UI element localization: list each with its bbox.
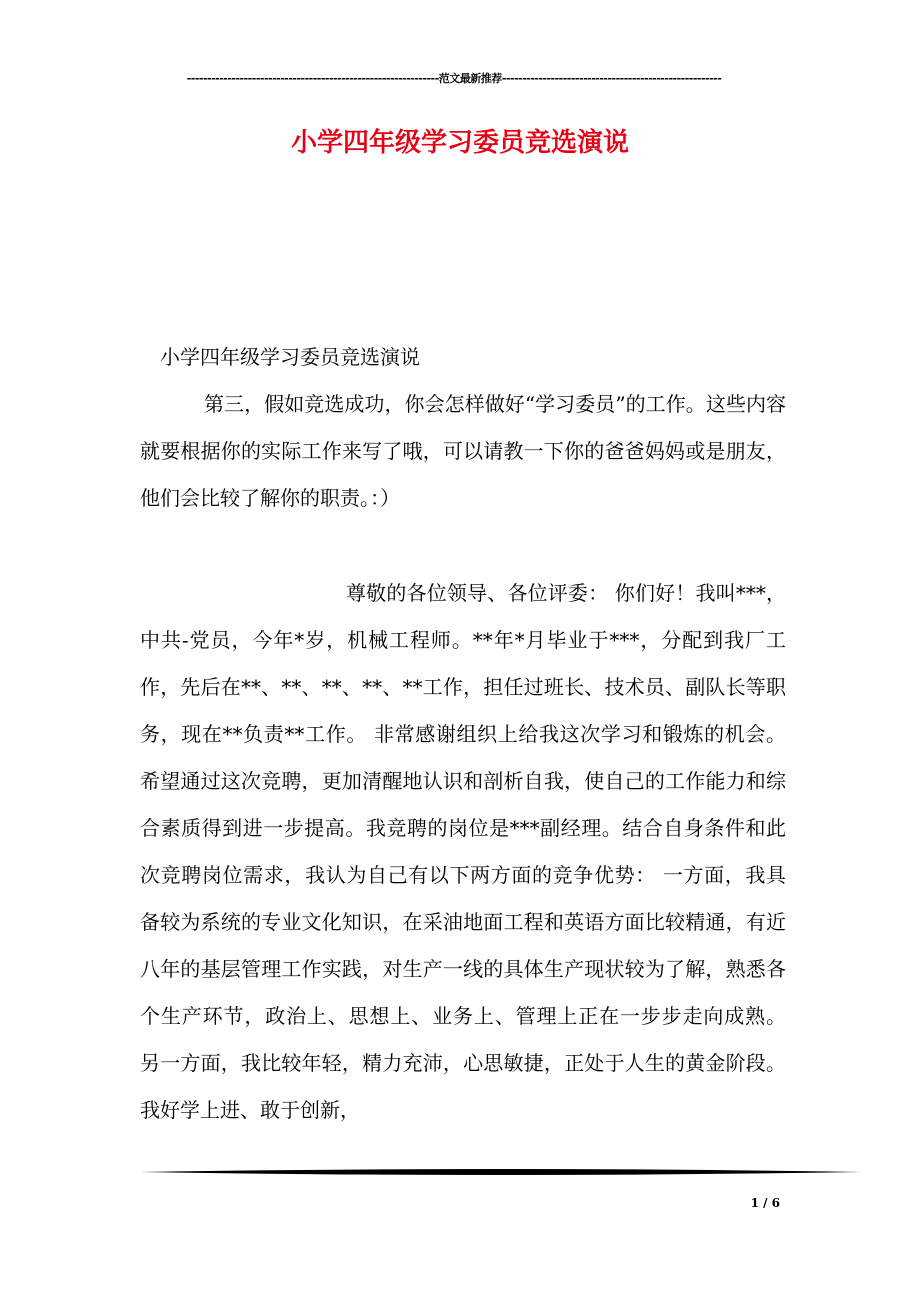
- paragraph-spacer: [140, 522, 786, 570]
- page-header: --------------------------------------------------------------范文最新推荐------------------------------------------------------: [186, 72, 722, 85]
- document-title: 小学四年级学习委员竞选演说: [290, 128, 629, 158]
- footer-divider: [140, 1166, 862, 1178]
- page-number: 1 / 6: [750, 1196, 780, 1210]
- document-body: [140, 334, 786, 1134]
- paragraph-2: 尊敬的各位领导、各位评委： 你们好！我叫***，中共-党员，今年*岁，机械工程师。**年*月毕业于***，分配到我厂工作，先后在**、**、**、**、**工作，担任过班长、技术员、副队长等职务，现在**负责**工作。 非常感谢组织上给我这次学习和锻炼的机会。希望通过这次竞聘，更加清醒地认识和剖析自我，使自己的工作能力和综合素质得到进一步提高。我竞聘的岗位是***副经理。结合自身条件和此次竞聘岗位需求，我认为自己有以下两方面的竞争优势： 一方面，我具备较为系统的专业文化知识，在采油地面工程和英语方面比较精通，有近八年的基层管理工作实践，对生产一线的具体生产现状较为了解，熟悉各个生产环节，政治上、思想上、业务上、管理上正在一步步走向成熟。 另一方面，我比较年轻，精力充沛，心思敏捷，正处于人生的黄金阶段。我好学上进、敢于创新，: [140, 581, 786, 1122]
- paragraph-1: 第三，假如竞选成功，你会怎样做好“学习委员”的工作。这些内容就要根据你的实际工作来写了哦，可以请教一下你的爸爸妈妈或是朋友，他们会比较了解你的职责。：）: [140, 392, 786, 510]
- body-subtitle: 小学四年级学习委员竞选演说: [160, 345, 420, 369]
